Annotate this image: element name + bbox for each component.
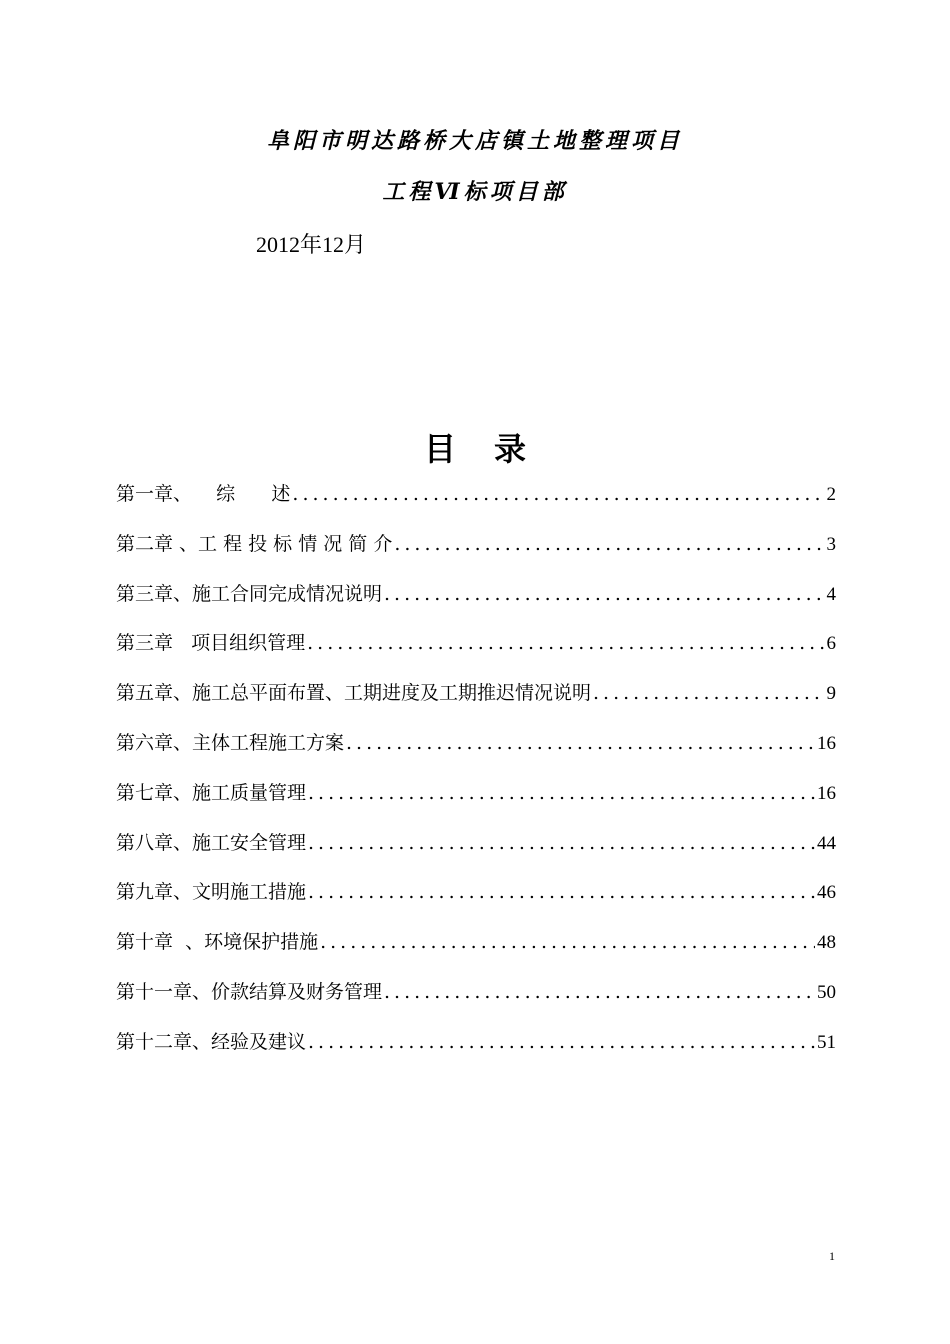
document-title-line-2: 工程Ⅵ标项目部	[382, 179, 568, 205]
toc-item-page: 50	[817, 981, 836, 1003]
toc-item-label: 第三章、施工合同完成情况说明	[116, 582, 383, 605]
toc-item-page: 46	[817, 882, 836, 904]
toc-dot-leader	[308, 832, 815, 854]
toc-item-label: 第八章、施工安全管理	[116, 831, 307, 854]
toc-item-page: 16	[817, 782, 836, 804]
toc-dot-leader	[308, 782, 815, 804]
toc-item[interactable]	[116, 628, 836, 678]
toc-dot-leader	[593, 682, 824, 704]
toc-item-page: 3	[826, 533, 836, 555]
table-of-contents	[116, 479, 836, 1077]
toc-item[interactable]	[116, 728, 836, 778]
toc-item[interactable]	[116, 977, 836, 1027]
toc-dot-leader	[394, 533, 824, 555]
toc-heading: 目录	[423, 430, 564, 468]
toc-item-label: 第九章、文明施工措施	[116, 881, 307, 904]
toc-item[interactable]	[116, 778, 836, 828]
toc-item-page: 44	[817, 832, 836, 854]
toc-dot-leader	[292, 483, 824, 505]
toc-item-label: 第十章 、环境保护措施	[116, 931, 319, 954]
toc-item-page: 51	[817, 1031, 836, 1053]
toc-item-label: 第十一章、价款结算及财务管理	[116, 980, 383, 1003]
toc-item[interactable]	[116, 479, 836, 529]
toc-item[interactable]	[116, 1027, 836, 1077]
toc-item-page: 6	[826, 633, 836, 655]
toc-dot-leader	[346, 732, 815, 754]
toc-dot-leader	[384, 583, 824, 605]
toc-item-label: 第一章、 综 述	[116, 483, 291, 505]
toc-item-label: 第十二章、经验及建议	[116, 1030, 307, 1053]
toc-item[interactable]	[116, 579, 836, 629]
toc-dot-leader	[320, 931, 815, 953]
page-number: 1	[829, 1249, 835, 1263]
toc-item-label: 第三章 项目组织管理	[116, 632, 306, 655]
toc-item-page: 16	[817, 732, 836, 754]
toc-item-page: 2	[826, 484, 836, 505]
toc-dot-leader	[384, 981, 815, 1003]
toc-item[interactable]	[116, 927, 836, 977]
toc-item-page: 9	[826, 683, 836, 705]
toc-item-label: 第六章、主体工程施工方案	[116, 731, 345, 754]
toc-dot-leader	[307, 632, 824, 654]
toc-dot-leader	[308, 1031, 815, 1053]
toc-item[interactable]	[116, 877, 836, 927]
toc-item-label: 第二章 、工 程 投 标 情 况 简 介	[116, 532, 393, 555]
toc-item-label: 第七章、施工质量管理	[116, 781, 307, 804]
toc-item-page: 48	[817, 932, 836, 954]
toc-item[interactable]	[116, 678, 836, 728]
toc-item[interactable]	[116, 529, 836, 579]
document-title-line-1: 阜阳市明达路桥大店镇土地整理项目	[266, 128, 683, 154]
toc-item-page: 4	[826, 583, 836, 605]
toc-item-label: 第五章、施工总平面布置、工期进度及工期推迟情况说明	[116, 682, 592, 705]
document-date: 2012年12月	[256, 232, 367, 257]
toc-item[interactable]	[116, 828, 836, 878]
toc-dot-leader	[308, 881, 815, 903]
